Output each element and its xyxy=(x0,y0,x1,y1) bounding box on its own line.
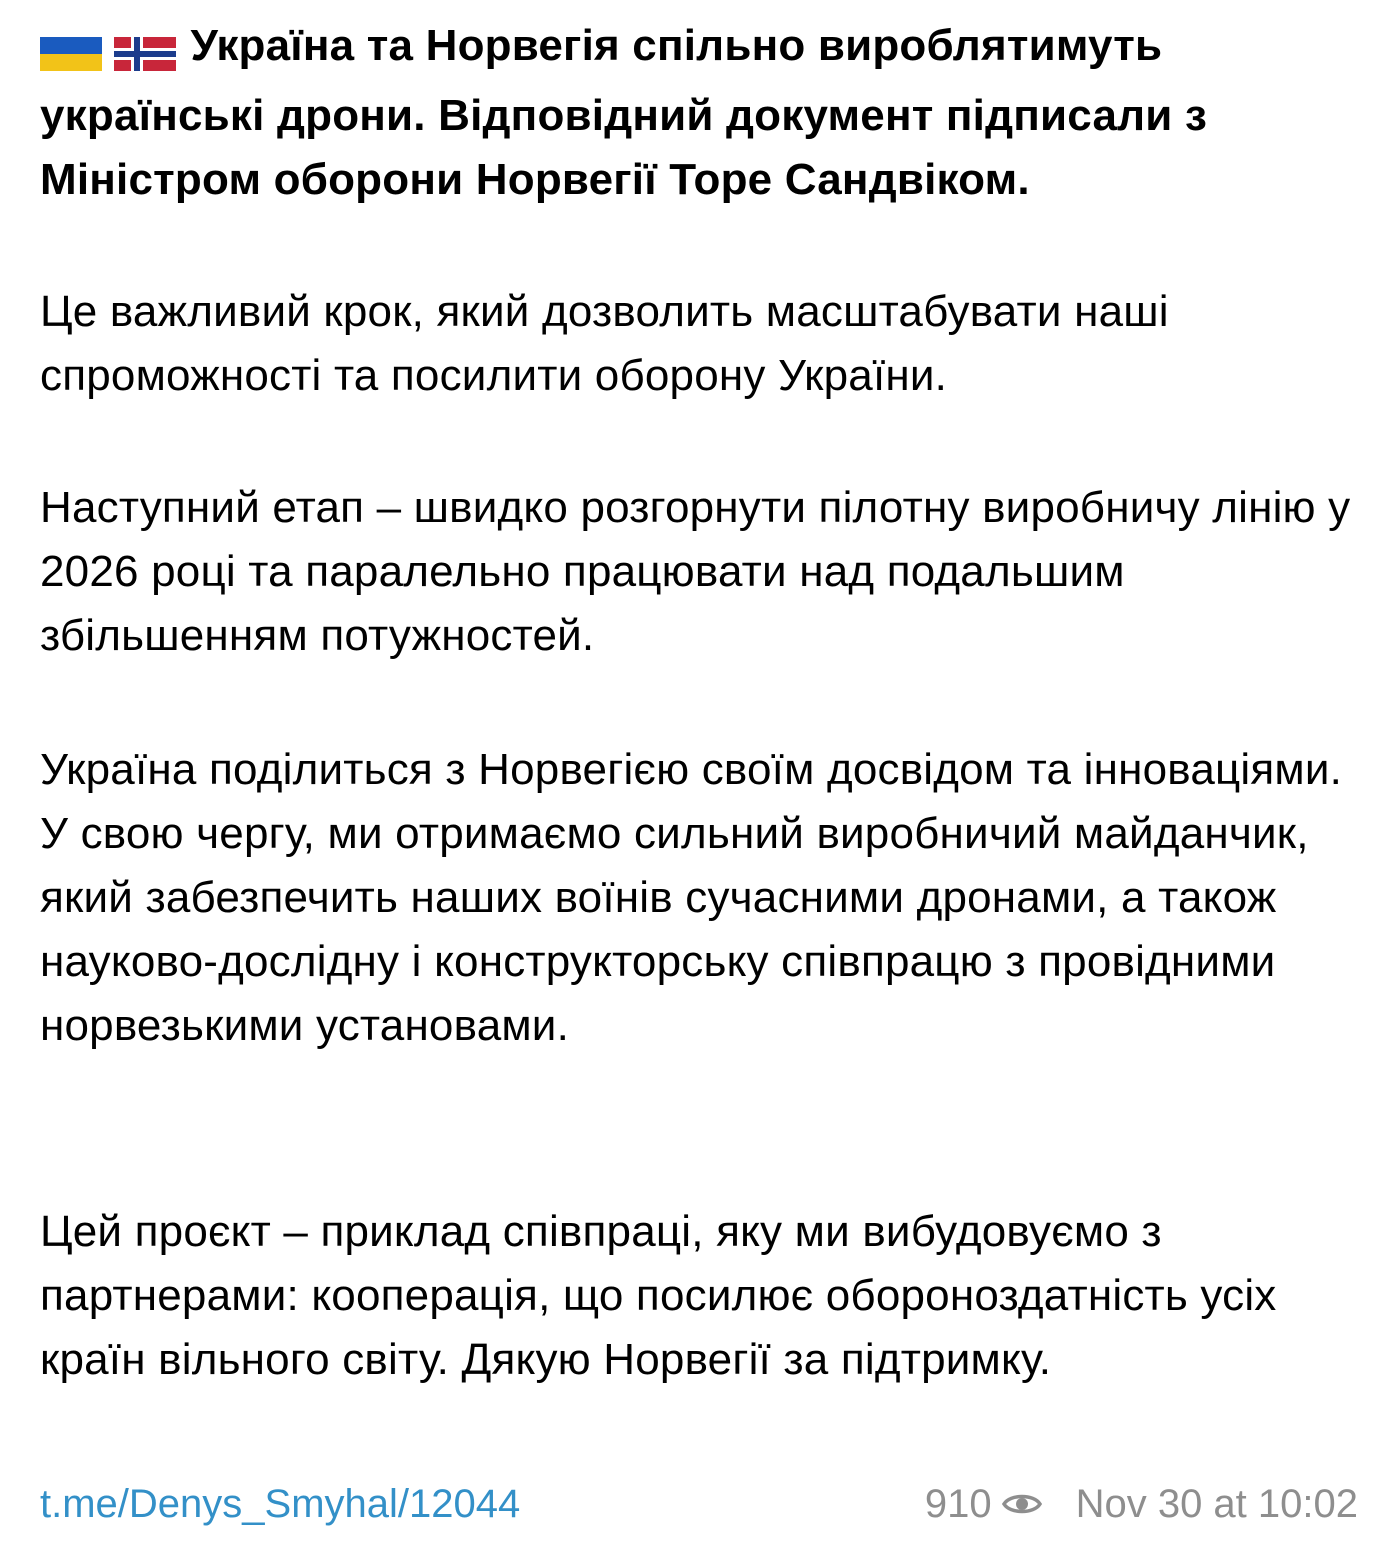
ukraine-flag-icon xyxy=(40,35,102,73)
post-timestamp: Nov 30 at 10:02 xyxy=(1075,1481,1358,1526)
paragraph-1: Це важливий крок, який дозволить масштабувати наші спроможності та посилити оборону України. xyxy=(40,287,1169,400)
headline-text: Україна та Норвегія спільно вироблятимуть українські дрони. Відповідний документ підписали з Міністром оборони Норвегії Торе Сандвіком. xyxy=(40,21,1208,204)
paragraph-3: Україна поділиться з Норвегією своїм досвідом та інноваціями. У свою чергу, ми отримаємо сильний виробничий майданчик, який забезпечить наших воїнів сучасними дронами, а також науково-дослідну і конструкторську співпрацю з провідними норвезькими установами. xyxy=(40,745,1343,1050)
post-link[interactable]: t.me/Denys_Smyhal/12044 xyxy=(40,1481,521,1526)
eye-icon xyxy=(1002,1491,1042,1517)
norway-flag-icon xyxy=(114,35,176,73)
paragraph-4: Цей проєкт – приклад співпраці, яку ми вибудовуємо з партнерами: кооперація, що посилює обороноздатність усіх країн вільного світу. Дякую Норвегії за підтримку. xyxy=(40,1207,1277,1384)
post-meta xyxy=(925,1482,1358,1527)
telegram-post xyxy=(40,14,1370,1384)
flags xyxy=(40,20,176,84)
view-count: 910 xyxy=(924,1481,992,1526)
post-headline xyxy=(40,14,1370,212)
post-footer xyxy=(40,1476,1358,1532)
paragraph-2: Наступний етап – швидко розгорнути пілотну виробничу лінію у 2026 році та паралельно працювати над подальшим збільшенням потужностей. xyxy=(40,483,1351,660)
